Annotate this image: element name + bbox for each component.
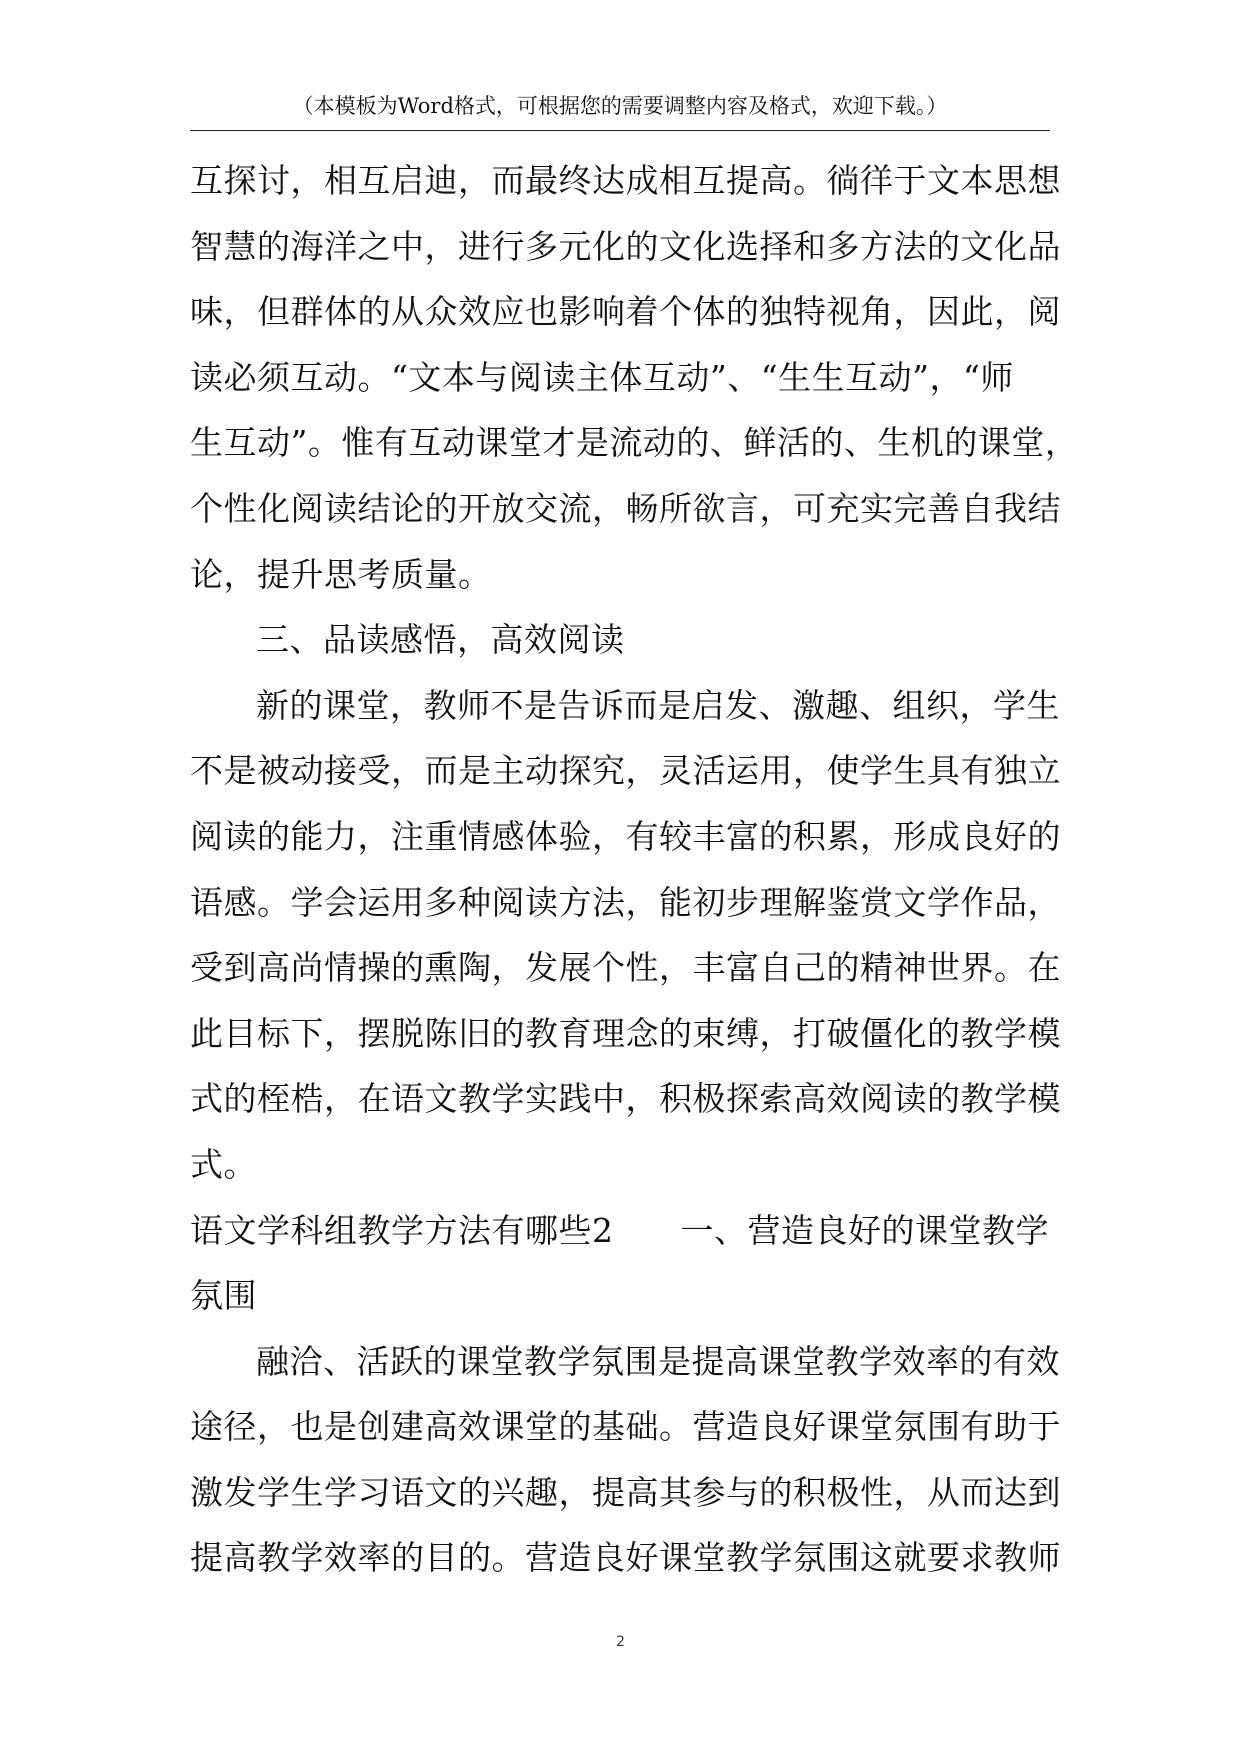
text-line: 受到高尚情操的熏陶，发展个性，丰富自己的精神世界。在 <box>190 948 1061 988</box>
text-line: 式的桎梏，在语文教学实践中，积极探索高效阅读的教学模 <box>190 1079 1061 1119</box>
text-line: 式。 <box>190 1144 257 1184</box>
section-heading: 三、品读感悟，高效阅读 <box>256 620 625 660</box>
document-body <box>190 148 1079 1591</box>
text-line: 个性化阅读结论的开放交流，畅所欲言，可充实完善自我结 <box>190 488 1061 528</box>
text-line: 激发学生学习语文的兴趣，提高其参与的积极性，从而达到 <box>190 1472 1061 1512</box>
text-line: 阅读的能力，注重情感体验，有较丰富的积累，形成良好的 <box>190 816 1061 856</box>
text-line: 不是被动接受，而是主动探究，灵活运用，使学生具有独立 <box>190 751 1061 791</box>
text-line: 读必须互动。“文本与阅读主体互动”、“生生互动”，“师 <box>190 357 1014 397</box>
text-line: 论，提升思考质量。 <box>190 554 492 594</box>
section-title-line: 语文学科组教学方法有哪些2 一、营造良好的课堂教学 <box>190 1210 1049 1250</box>
text-line: 新的课堂，教师不是告诉而是启发、激趣、组织，学生 <box>256 685 1060 725</box>
text-line: 此目标下，摆脱陈旧的教育理念的束缚，打破僵化的教学模 <box>190 1013 1061 1053</box>
text-line: 融洽、活跃的课堂教学氛围是提高课堂教学效率的有效 <box>256 1341 1060 1381</box>
text-line: 智慧的海洋之中，进行多元化的文化选择和多方法的文化品 <box>190 226 1061 266</box>
page-number: 2 <box>616 1634 625 1650</box>
text-line: 语感。学会运用多种阅读方法，能初步理解鉴赏文学作品， <box>190 882 1061 922</box>
page-header: （本模板为Word格式，可根据您的需要调整内容及格式，欢迎下载。） <box>292 94 948 118</box>
text-line: 味，但群体的从众效应也影响着个体的独特视角，因此，阅 <box>190 292 1061 332</box>
text-line: 互探讨，相互启迪，而最终达成相互提高。徜徉于文本思想 <box>190 161 1061 200</box>
text-line: 途径，也是创建高效课堂的基础。营造良好课堂氛围有助于 <box>190 1407 1061 1447</box>
text-line: 生互动”。惟有互动课堂才是流动的、鲜活的、生机的课堂， <box>190 423 1079 463</box>
text-line: 提高教学效率的目的。营造良好课堂教学氛围这就要求教师 <box>190 1538 1061 1578</box>
header-divider <box>190 130 1050 131</box>
section-title-line: 氛围 <box>190 1276 257 1316</box>
